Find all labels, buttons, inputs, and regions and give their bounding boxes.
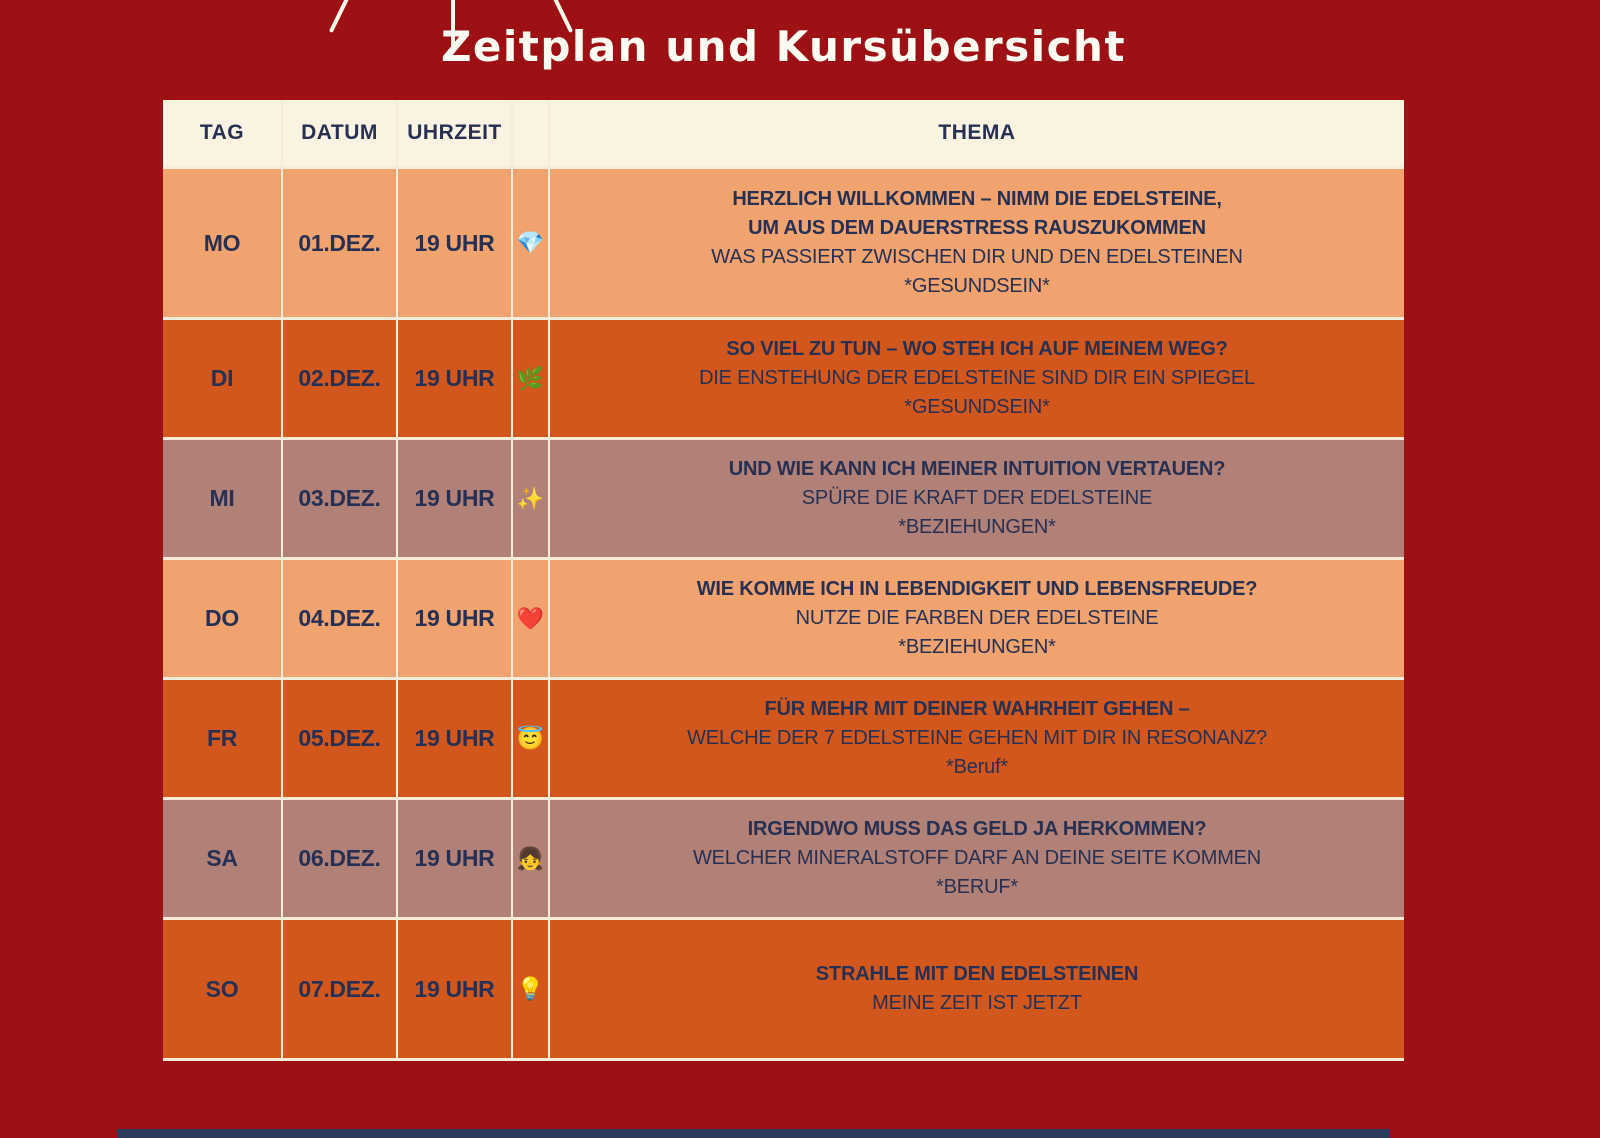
date-cell: 06.DEZ. [283,800,396,917]
day-cell: SO [163,920,281,1058]
time-cell: 19 UHR [398,320,511,437]
table-row-mi [163,440,1404,557]
theme-line-bold: FÜR MEHR MIT DEINER WAHRHEIT GEHEN – [764,698,1190,720]
girl-icon: 👧 [513,800,548,917]
table-row-so [163,920,1404,1058]
column-header-datum: DATUM [283,100,396,166]
theme-line: MEINE ZEIT IST JETZT [872,992,1082,1014]
day-cell: MI [163,440,281,557]
day-cell: FR [163,680,281,797]
day-cell: DI [163,320,281,437]
date-cell: 07.DEZ. [283,920,396,1058]
theme-cell [550,920,1404,1058]
table-row-di [163,320,1404,437]
theme-line-bold: IRGENDWO MUSS DAS GELD JA HERKOMMEN? [747,818,1207,840]
page-title: Zeitplan und Kursübersicht [440,22,1127,71]
theme-line: WELCHER MINERALSTOFF DARF AN DEINE SEITE KOMMEN [692,847,1262,869]
theme-line-bold: STRAHLE MIT DEN EDELSTEINEN [815,963,1139,985]
theme-line: *BERUF* [936,876,1018,898]
table-row-do [163,560,1404,677]
theme-line: WELCHE DER 7 EDELSTEINE GEHEN MIT DIR IN RESONANZ? [687,727,1267,749]
halo-face-icon: 😇 [513,680,548,797]
sparkles-icon: ✨ [513,440,548,557]
date-cell: 02.DEZ. [283,320,396,437]
theme-line-bold: HERZLICH WILLKOMMEN – NIMM DIE EDELSTEINE, [732,188,1222,210]
theme-cell [550,440,1404,557]
time-cell: 19 UHR [398,920,511,1058]
time-cell: 19 UHR [398,169,511,317]
table-row-mo [163,169,1404,317]
column-header-emoji [513,100,548,166]
theme-line: *BEZIEHUNGEN* [898,516,1056,538]
date-cell: 04.DEZ. [283,560,396,677]
time-cell: 19 UHR [398,680,511,797]
time-cell: 19 UHR [398,800,511,917]
table-row-fr [163,680,1404,797]
theme-line-bold: UND WIE KANN ICH MEINER INTUITION VERTAUEN? [728,458,1226,480]
column-header-uhrzeit: UHRZEIT [398,100,511,166]
theme-cell [550,800,1404,917]
theme-line: *GESUNDSEIN* [904,396,1050,418]
theme-line: *BEZIEHUNGEN* [898,636,1056,658]
bottom-section-edge [117,1129,1390,1138]
theme-cell [550,560,1404,677]
table-header-row [163,100,1404,166]
time-cell: 19 UHR [398,440,511,557]
theme-line: DIE ENSTEHUNG DER EDELSTEINE SIND DIR EIN SPIEGEL [699,367,1255,389]
date-cell: 01.DEZ. [283,169,396,317]
theme-line: SPÜRE DIE KRAFT DER EDELSTEINE [801,487,1153,509]
theme-cell [550,320,1404,437]
theme-line-bold: WIE KOMME ICH IN LEBENDIGKEIT UND LEBENSFREUDE? [696,578,1258,600]
lightbulb-icon: 💡 [513,920,548,1058]
theme-cell [550,680,1404,797]
date-cell: 05.DEZ. [283,680,396,797]
heart-icon: ❤️ [513,560,548,677]
theme-line: WAS PASSIERT ZWISCHEN DIR UND DEN EDELSTEINEN [711,246,1243,268]
gem-icon: 💎 [513,169,548,317]
theme-line-bold: SO VIEL ZU TUN – WO STEH ICH AUF MEINEM WEG? [726,338,1228,360]
day-cell: SA [163,800,281,917]
column-header-tag: TAG [163,100,281,166]
theme-cell [550,169,1404,317]
theme-line: *GESUNDSEIN* [904,275,1050,297]
theme-line-bold: UM AUS DEM DAUERSTRESS RAUSZUKOMMEN [748,217,1206,239]
schedule-table [163,100,1404,1061]
table-row-sa [163,800,1404,917]
column-header-thema: THEMA [550,100,1404,166]
theme-line: NUTZE DIE FARBEN DER EDELSTEINE [795,607,1159,629]
day-cell: MO [163,169,281,317]
theme-line: *Beruf* [946,756,1008,778]
date-cell: 03.DEZ. [283,440,396,557]
day-cell: DO [163,560,281,677]
time-cell: 19 UHR [398,560,511,677]
herb-icon: 🌿 [513,320,548,437]
